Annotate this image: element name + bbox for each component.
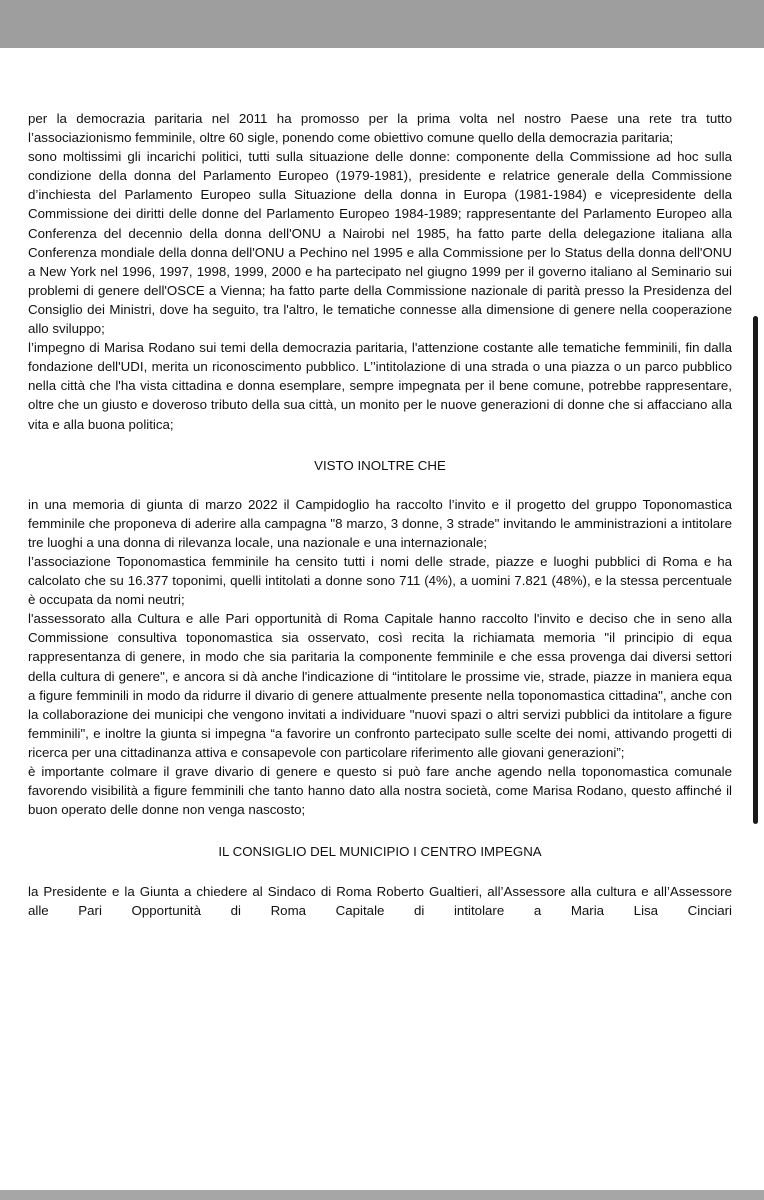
paragraph-incarichi-politici: sono moltissimi gli incarichi politici, tutti sulla situazione delle donne: componente della Commissione ad hoc sulla condizione della donna del Parlamento Europeo (1979-1981), presidente e relatrice generale della Commissione d’inchiesta del Parlamento Europeo sulla Situazione della donna in Europa (1981-1984) e vicepresidente della Commissione dei diritti delle donne del Parlamento Europeo 1984-1989; rappresentante del Parlamento Europeo alla Conferenza del decennio della donna dell'ONU a Nairobi nel 1985, ha fatto parte della delegazione italiana alla Conferenza mondiale della donna dell'ONU a Pechino nel 1995 e alla Commissione per lo Status della donna dell'ONU a New York nel 1996, 1997, 1998, 1999, 2000 e ha partecipato nel giugno 1999 per il governo italiano al Seminario sui problemi di genere dell'OSCE a Vienna; ha fatto parte della Commissione nazionale di parità presso la Presidenza del Consiglio dei Ministri, dove ha seguito, tra l'altro, le tematiche connesse alla dimensione di genere nella cooperazione allo sviluppo; — [28, 149, 732, 337]
paragraph-democrazia-paritaria: per la democrazia paritaria nel 2011 ha promosso per la prima volta nel nostro Paese una rete tra tutto l’associazionismo femminile, oltre 60 sigle, ponendo come obiettivo comune quello della democrazia paritaria; — [28, 111, 732, 146]
paragraph-impegno-rodano: l’impegno di Marisa Rodano sui temi della democrazia paritaria, l'attenzione costante alle tematiche femminili, fin dalla fondazione dell'UDI, merita un riconoscimento pubblico. L’'intitolazione di una strada o una piazza o un parco pubblico nella città che l'ha vista cittadina e donna esemplare, sempre impegnata per il bene comune, potrebbe rappresentare, oltre che un giusto e doveroso tributo della sua città, un monito per le nuove generazioni di donne che si affacciano alla vita e alla buona politica; — [28, 340, 732, 432]
heading-consiglio-impegna: IL CONSIGLIO DEL MUNICIPIO I CENTRO IMPEGNA — [218, 844, 542, 860]
heading-visto-inoltre: VISTO INOLTRE CHE — [314, 457, 446, 473]
paragraph-censimento: l’associazione Toponomastica femminile ha censito tutti i nomi delle strade, piazze e luoghi pubblici di Roma e ha calcolato che su 16.377 toponimi, quelli intitolati a donne sono 711 (4%), a uomini 7.821 (48%), e la stessa percentuale è occupata da nomi neutri; — [28, 553, 732, 608]
paragraph-divario: è importante colmare il grave divario di genere e questo si può fare anche agendo nella toponomastica comunale favorendo visibilità a figure femminili che tanto hanno dato alla nostra società, come Marisa Rodano, questo affinché il buon operato delle donne non venga nascosto; — [28, 764, 732, 818]
vertical-scrollbar[interactable] — [753, 316, 758, 824]
viewer-bottom-bar — [0, 1190, 764, 1200]
document-page — [28, 109, 732, 921]
viewer-top-bar — [0, 0, 764, 48]
paragraph-assessorato: l'assessorato alla Cultura e alle Pari opportunità di Roma Capitale hanno raccolto l'invito e deciso che in seno alla Commissione consultiva toponomastica sia osservato, così recita la richiamata memoria "il principio di equa rappresentanza di genere, in modo che sia paritaria la componente femminile e che essa provenga dai diversi settori della cultura di genere", e ancora si dà anche l'indicazione di “intitolare le prossime vie, strade, piazze in maniera equa a figure femminili in modo da ridurre il divario di genere attualmente presente nella toponomastica cittadina", anche con la collaborazione dei municipi che vengono invitati a individuare "nuovi spazi o altri servizi pubblici da intitolare a figure femminili", e inoltre la giunta si impegna “a favorire un confronto partecipato sulle scelte dei nomi, attivando progetti di ricerca per una cittadinanza attiva e consapevole con particolare riferimento alle giovani generazioni”; — [28, 611, 732, 760]
paragraph-memoria-giunta: in una memoria di giunta di marzo 2022 il Campidoglio ha raccolto l’invito e il progetto del gruppo Toponomastica femminile che proponeva di aderire alla campagna "8 marzo, 3 donne, 3 strade" invitando le amministrazioni a intitolare tre luoghi a una donna di rilevanza locale, una nazionale e una internazionale; — [28, 496, 732, 550]
paragraph-presidente-giunta: la Presidente e la Giunta a chiedere al Sindaco di Roma Roberto Gualtieri, all’Assessore alla cultura e all’Assessore alle Pari Opportunità di Roma Capitale di intitolare a Maria Lisa Cinciari — [28, 884, 732, 919]
